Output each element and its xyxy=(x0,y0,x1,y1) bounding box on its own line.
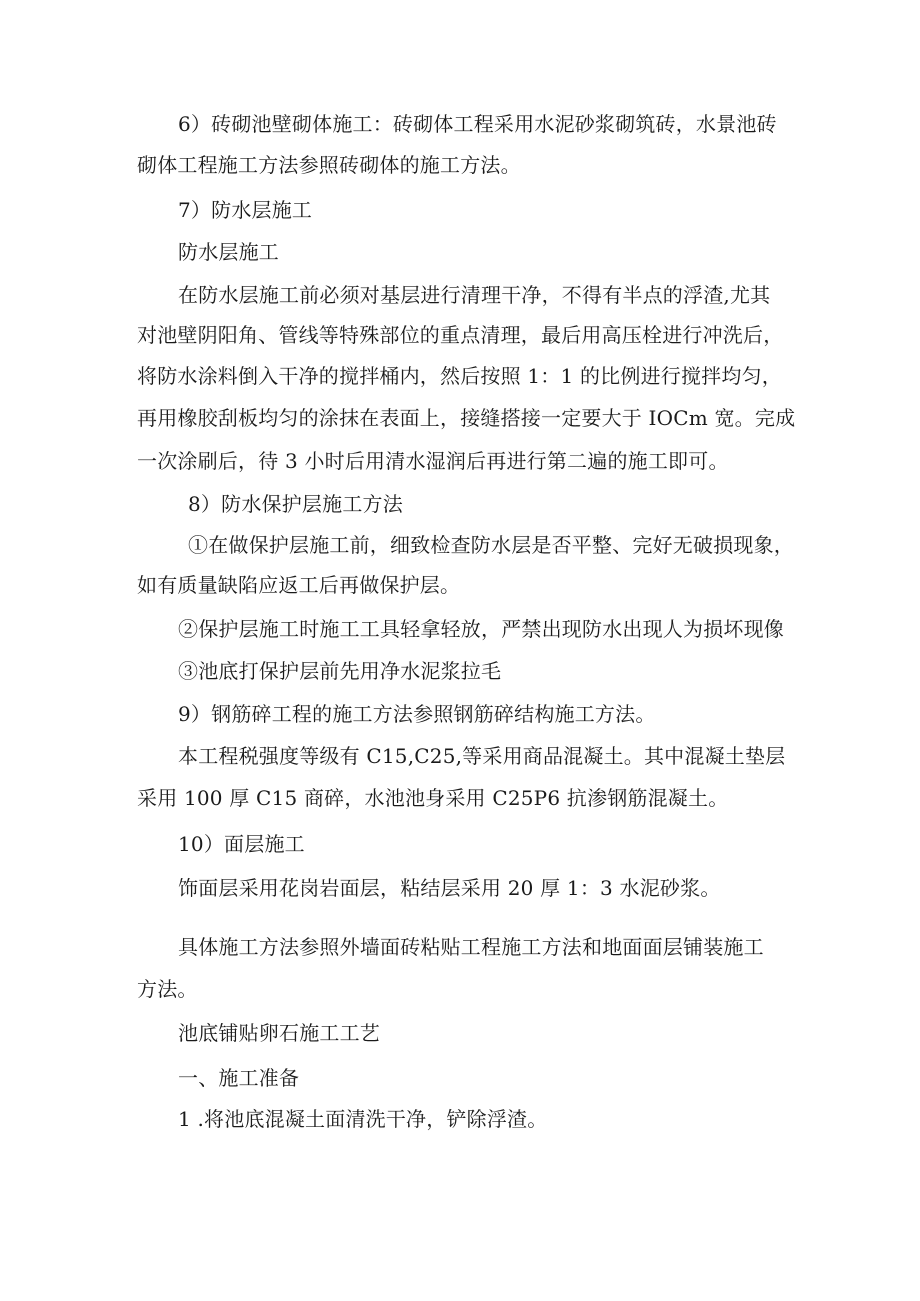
text-line: 防水层施工 xyxy=(178,240,279,264)
text-line: 对池壁阴阳角、管线等特殊部位的重点清理，最后用高压栓进行冲洗后， xyxy=(137,323,784,347)
section-heading: 8）防水保护层施工方法 xyxy=(188,492,403,516)
text-line: 1 .将池底混凝土面清洗干净，铲除浮渣。 xyxy=(178,1107,548,1131)
text-line: 方法。 xyxy=(137,977,198,1001)
text-line: ③池底打保护层前先用净水泥浆拉毛 xyxy=(178,659,502,683)
text-line: 采用 100 厚 C15 商碎，水池池身采用 C25P6 抗渗钢筋混凝土。 xyxy=(137,786,729,810)
text-line: 6）砖砌池壁砌体施工：砖砌体工程采用水泥砂浆砌筑砖，水景池砖 xyxy=(178,112,777,136)
text-line: 饰面层采用花岗岩面层，粘结层采用 20 厚 1：3 水泥砂浆。 xyxy=(178,876,721,900)
text-line: 具体施工方法参照外墙面砖粘贴工程施工方法和地面面层铺装施工 xyxy=(178,935,764,959)
section-heading: 7）防水层施工 xyxy=(178,198,313,222)
section-heading: 9）钢筋碎工程的施工方法参照钢筋碎结构施工方法。 xyxy=(178,702,656,726)
section-heading: 一、施工准备 xyxy=(178,1066,300,1090)
text-line: 将防水涂料倒入干净的搅拌桶内，然后按照 1：1 的比例进行搅拌均匀， xyxy=(137,364,782,388)
text-line: 砌体工程施工方法参照砖砌体的施工方法。 xyxy=(137,153,521,177)
text-line: 本工程税强度等级有 C15,C25,等采用商品混凝土。其中混凝土垫层 xyxy=(178,744,786,768)
text-line: 在防水层施工前必须对基层进行清理干净，不得有半点的浮渣,尤其 xyxy=(178,283,771,307)
text-line: ①在做保护层施工前，细致检查防水层是否平整、完好无破损现象， xyxy=(188,533,794,557)
text-line: 一次涂刷后，待 3 小时后用清水湿润后再进行第二遍的施工即可。 xyxy=(137,449,729,473)
section-heading: 10）面层施工 xyxy=(178,832,305,856)
section-heading: 池底铺贴卵石施工工艺 xyxy=(178,1021,380,1045)
text-line: ②保护层施工时施工工具轻拿轻放，严禁出现防水出现人为损坏现像 xyxy=(178,617,784,641)
text-line: 如有质量缺陷应返工后再做保护层。 xyxy=(137,573,461,597)
text-line: 再用橡胶刮板均匀的涂抹在表面上，接缝搭接一定要大于 IOCm 宽。完成 xyxy=(137,406,796,430)
